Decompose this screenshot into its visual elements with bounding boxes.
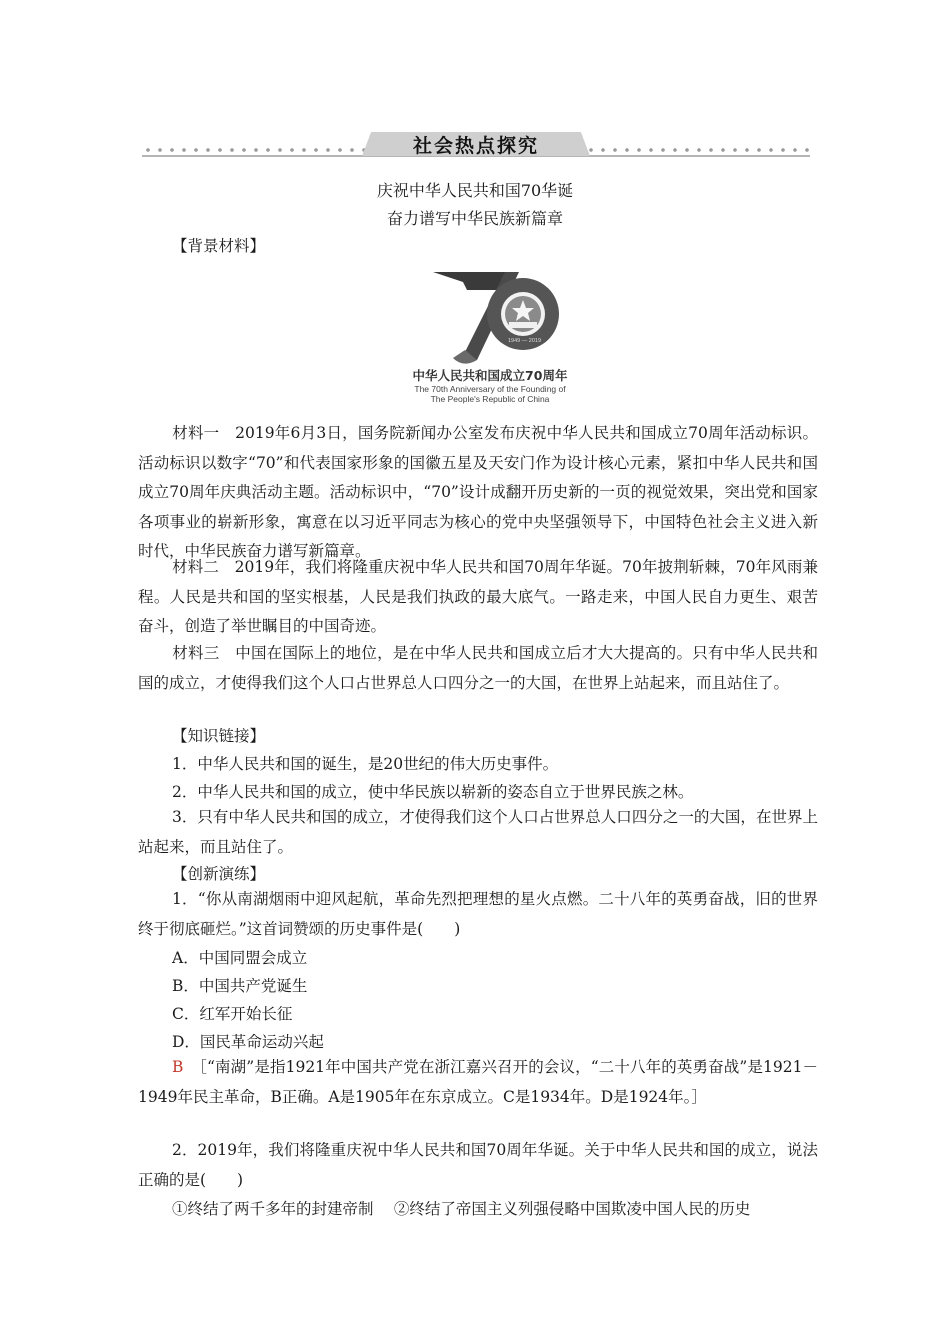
- section-banner: [142, 130, 810, 160]
- emblem-caption-cn: 中华人民共和国成立70周年: [412, 368, 568, 383]
- heading-line-1: 庆祝中华人民共和国70华诞: [376, 181, 574, 200]
- knowledge-item-2: 2．中华人民共和国的成立，使中华民族以崭新的姿态自立于世界民族之林。: [172, 783, 694, 801]
- answer-letter: B: [172, 1058, 184, 1076]
- question-1-option-d: D．国民革命运动兴起: [172, 1033, 324, 1051]
- heading-line-2: 奋力谱写中华民族新篇章: [386, 209, 563, 228]
- knowledge-item-1: 1．中华人民共和国的诞生，是20世纪的伟大历史事件。: [172, 755, 559, 773]
- knowledge-item-3: 3．只有中华人民共和国的成立，才使得我们这个人口占世界总人口四分之一的大国，在世界上站起来，而且站住了。: [138, 808, 818, 856]
- banner-dots-left: [142, 147, 367, 153]
- answer-explanation: ［“南湖”是指1921年中国共产党在浙江嘉兴召开的会议，“二十八年的英勇奋战”是1921－1949年民主革命，B正确。A是1905年在东京成立。C是1934年。D是1924年。］: [138, 1058, 818, 1106]
- banner-title: 社会热点探究: [412, 135, 539, 157]
- emblem-caption-en-2: The People's Republic of China: [430, 394, 550, 404]
- question-2-items: ①终结了两千多年的封建帝制 ②终结了帝国主义列强侵略中国欺凌中国人民的历史: [172, 1200, 751, 1218]
- material-1: 材料一 2019年6月3日，国务院新闻办公室发布庆祝中华人民共和国成立70周年活动标识。活动标识以数字“70”和代表国家形象的国徽五星及天安门作为设计核心元素，紧扣中华人民共和国成立70周年庆典活动主题。活动标识中，“70”设计成翻开历史新的一页的视觉效果，突出党和国家各项事业的崭新形象，寓意在以习近平同志为核心的党中央坚强领导下，中国特色社会主义进入新时代，中华民族奋力谱写新篇章。: [138, 424, 818, 560]
- question-1-option-a: A．中国同盟会成立: [172, 949, 308, 967]
- question-1-option-b: B．中国共产党诞生: [172, 977, 308, 995]
- banner-dots-right: [585, 147, 810, 153]
- question-1-option-c: C．红军开始长征: [172, 1005, 293, 1023]
- material-2: 材料二 2019年，我们将隆重庆祝中华人民共和国70周年华诞。70年披荆斩棘，70年风雨兼程。人民是共和国的坚实根基，人民是我们执政的最大底气。一路走来，中国人民自力更生、艰苦奋斗，创造了举世瞩目的中国奇迹。: [138, 558, 818, 635]
- question-2-stem: 2．2019年，我们将隆重庆祝中华人民共和国70周年华诞。关于中华人民共和国的成立，说法正确的是( ): [138, 1141, 818, 1189]
- question-1-answer: [138, 1053, 818, 1112]
- section-label-practice: 【创新演练】: [172, 865, 266, 883]
- material-3: 材料三 中国在国际上的地位，是在中华人民共和国成立后才大大提高的。只有中华人民共和国的成立，才使得我们这个人口占世界总人口四分之一的大国，在世界上站起来，而且站住了。: [138, 644, 818, 692]
- emblem-years: 1949 — 2019: [508, 338, 542, 344]
- section-label-knowledge: 【知识链接】: [172, 727, 266, 745]
- section-label-background: 【背景材料】: [172, 237, 266, 255]
- question-1-stem: 1．“你从南湖烟雨中迎风起航，革命先烈把理想的星火点燃。二十八年的英勇奋战，旧的世界终于彻底砸烂。”这首词赞颂的历史事件是( ): [138, 890, 818, 938]
- emblem-caption-en-1: The 70th Anniversary of the Founding of: [414, 384, 566, 394]
